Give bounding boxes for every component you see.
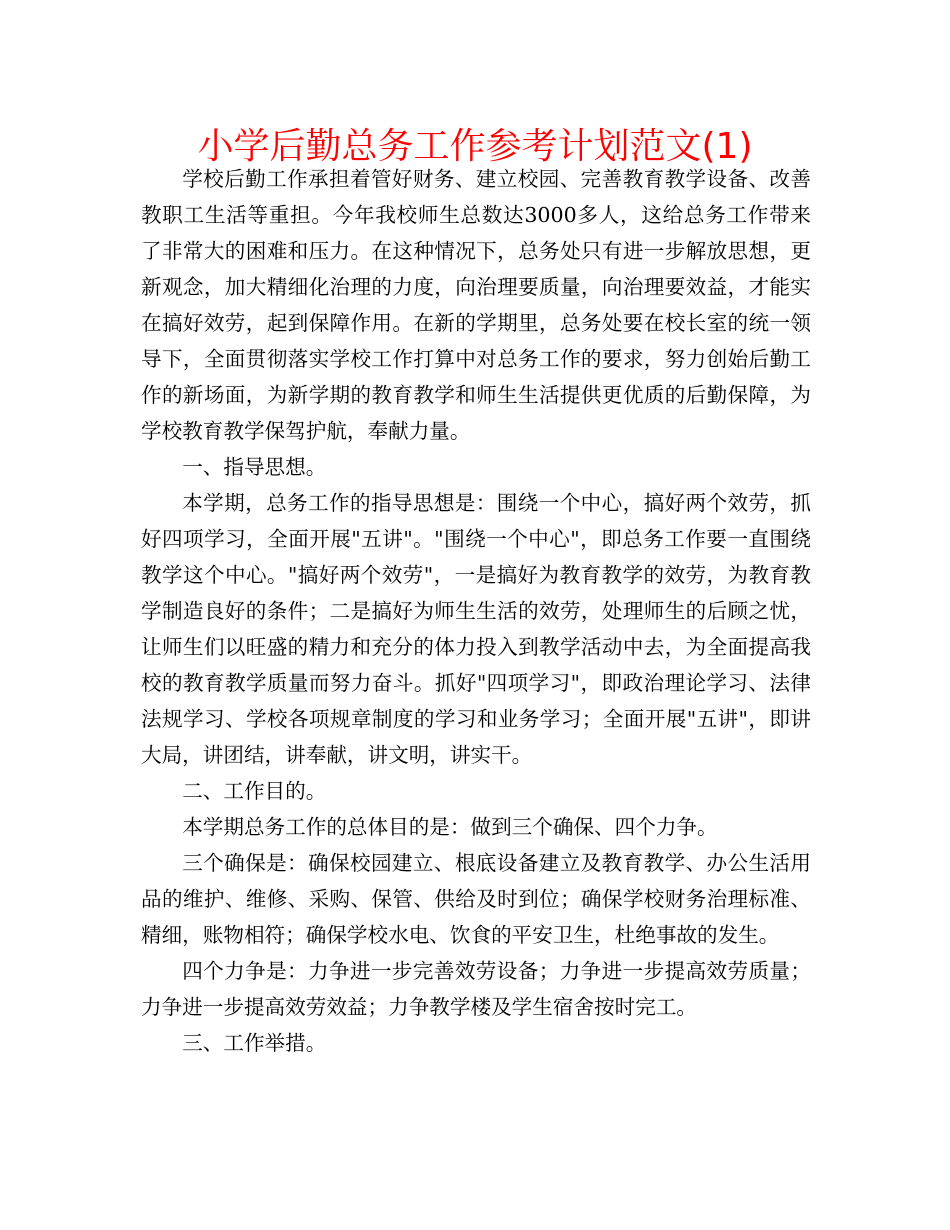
three-ensures-paragraph: 三个确保是：确保校园建立、根底设备建立及教育教学、办公生活用品的维护、维修、采购、保管、供给及时到位；确保学校财务治理标准、精细，账物相符；确保学校水电、饮食的平安卫生，杜绝事故的发生。 (141, 851, 811, 947)
document-title: 小学后勤总务工作参考计划范文(1) (197, 126, 753, 167)
section-heading-work-measures: 三、工作举措。 (182, 1031, 327, 1055)
section-heading-work-goals: 二、工作目的。 (182, 779, 327, 803)
section-heading-guiding-thought: 一、指导思想。 (182, 455, 327, 479)
four-strives-paragraph: 四个力争是：力争进一步完善效劳设备；力争进一步提高效劳质量；力争进一步提高效劳效益；力争教学楼及学生宿舍按时完工。 (141, 959, 811, 1019)
intro-paragraph: 学校后勤工作承担着管好财务、建立校园、完善教育教学设备、改善教职工生活等重担。今年我校师生总数达3000多人，这给总务工作带来了非常大的困难和压力。在这种情况下，总务处只有进一步解放思想，更新观念，加大精细化治理的力度，向治理要质量，向治理要效益，才能实在搞好效劳，起到保障作用。在新的学期里，总务处要在校长室的统一领导下，全面贯彻落实学校工作打算中对总务工作的要求，努力创始后勤工作的新场面，为新学期的教育教学和师生生活提供更优质的后勤保障，为学校教育教学保驾护航，奉献力量。 (141, 167, 811, 443)
overall-goal-paragraph: 本学期总务工作的总体目的是：做到三个确保、四个力争。 (182, 815, 718, 839)
document-body (141, 161, 811, 1061)
guiding-thought-paragraph: 本学期，总务工作的指导思想是：围绕一个中心，搞好两个效劳，抓好四项学习，全面开展"五讲"。"围绕一个中心"，即总务工作要一直围绕教学这个中心。"搞好两个效劳"，一是搞好为教育教学的效劳，为教育教学制造良好的条件；二是搞好为师生生活的效劳，处理师生的后顾之忧，让师生们以旺盛的精力和充分的体力投入到教学活动中去，为全面提高我校的教育教学质量而努力奋斗。抓好"四项学习"，即政治理论学习、法律法规学习、学校各项规章制度的学习和业务学习；全面开展"五讲"，即讲大局，讲团结，讲奉献，讲文明，讲实干。 (141, 491, 811, 767)
